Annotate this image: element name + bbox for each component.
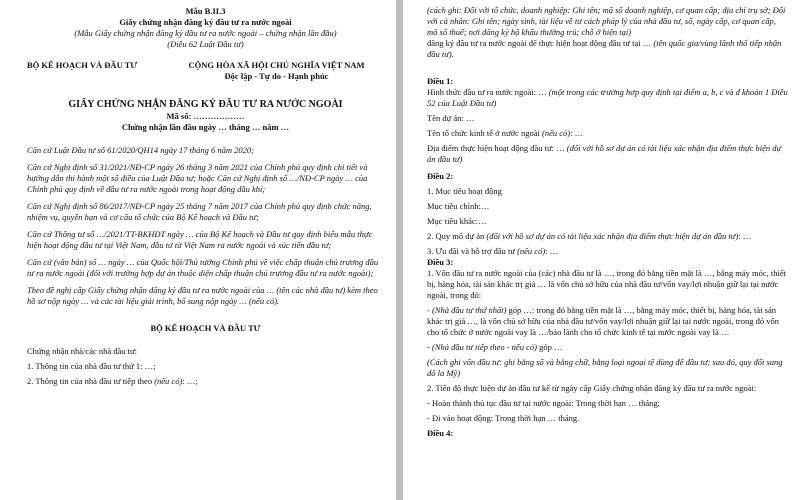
project-scale-line: 2. Quy mô dự án (đối với hồ sơ dự án có tài liệu xác nhận địa điểm thực hiện dự án đầu tư): … xyxy=(427,231,752,241)
legal-basis: Căn cứ Nghị định số 86/2017/NĐ-CP ngày 25 tháng 7 năm 2017 của Chính phủ quy định chức năng, nhiệm vụ, quyền hạn và cơ cấu tổ chức của Bộ Kế hoạch và Đầu tư; xyxy=(27,201,372,222)
certify-line: Chứng nhận nhà/các nhà đầu tư: xyxy=(27,346,138,356)
incentive-line: 3. Ưu đãi và hỗ trợ đầu tư (nếu có): … xyxy=(427,246,559,256)
legal-bases xyxy=(27,145,384,307)
project-name-line: Tên dự án: … xyxy=(427,113,475,123)
investor-1-line: 1. Thông tin của nhà đầu tư thứ 1: …; xyxy=(27,361,156,371)
first-investor-capital: - (Nhà đầu tư thứ nhất) góp …: trong đó bằng tiền mặt là …, bằng máy móc, thiết bị, hàng hóa, tài sản khác trị giá …, là vốn chủ sở hữu của nhà đầu tư/vốn vay/lợi nhuận giữ lại tại nước ngoài, trong đó vốn cho tổ chức ở nước ngoài vay là …/báo lãnh cho tổ chức kinh tế tại nước ngoài vay là … xyxy=(427,305,780,337)
capital-paragraph: 1. Vốn đầu tư ra nước ngoài của (các) nhà đầu tư là …, trong đó bằng tiền mặt là …, bằng máy móc, thiết bị, hàng hóa, tài sản khác trị giá … là vốn chủ sở hữu của nhà đầu tư/vốn vay/lợi nhuận giữ lại tại nước ngoài, trong đó: xyxy=(427,268,787,300)
form-title: Giấy chứng nhận đăng ký đầu tư ra nước ngoài xyxy=(119,17,292,27)
header-block xyxy=(27,60,384,82)
legal-basis: Căn cứ Thông tư số …/2021/TT-BKHĐT ngày … của Bộ Kế hoạch và Đầu tư quy định biểu mẫu thực hiện hoạt động đầu tư tại Việt Nam, đầu tư từ Việt Nam ra nước ngoài và xúc tiến đầu tư; xyxy=(27,229,373,250)
form-code: Mẫu B.II.3 xyxy=(185,6,226,16)
registration-line: đăng ký đầu tư ra nước ngoài để thực hiện hoạt động đầu tư tại … (tên quốc gia/vùng lãnh thổ tiếp nhận đầu tư). xyxy=(427,38,782,59)
legal-basis: Căn cứ (văn bản) số … ngày … của Quốc hội/Thủ tướng Chính phủ về việc chấp thuận chủ trương đầu tư ra nước ngoài (đối với trường hợp dự án thuộc diện chấp thuận chủ trương đầu tư ra nước ngoài); xyxy=(27,257,379,278)
main-goal-line: Mục tiêu chính:… xyxy=(427,201,490,211)
legal-basis: Căn cứ Luật Đầu tư số 61/2020/QH14 ngày 17 tháng 6 năm 2020; xyxy=(27,145,254,155)
article-4-heading: Điều 4: xyxy=(427,428,454,438)
document-page-right xyxy=(403,0,800,500)
certificate-first-date: Chứng nhận lần đầu ngày … tháng … năm … xyxy=(121,122,290,132)
article-1-heading: Điều 1: xyxy=(427,76,454,86)
document-page-left xyxy=(0,0,396,500)
investor-info-note: (cách ghi: Đối với tổ chức, doanh nghiệp: Ghi tên; mã số doanh nghiệp, cơ quan cấp; địa chỉ trụ sở; Đối với cá nhân: Ghi tên; ngày sinh, tài liệu về tư cách pháp lý của nhà đầu tư, số, ngày cấp, cơ quan cấp, mã số thuế; nơi đăng ký hộ khẩu thường trú; chỗ ở hiện tại) xyxy=(427,5,786,37)
national-motto: Độc lập - Tự do - Hạnh phúc xyxy=(224,71,329,81)
certificate-title: GIẤY CHỨNG NHẬN ĐĂNG KÝ ĐẦU TƯ RA NƯỚC NGOÀI xyxy=(68,99,343,110)
investment-form-line: Hình thức đầu tư ra nước ngoài: … (một trong các trường hợp quy định tại điểm a, b, c và đ khoản 1 Điều 52 của Luật Đầu tư) xyxy=(427,87,788,108)
article-2-heading: Điều 2: xyxy=(427,171,454,181)
other-goal-line: Mục tiêu khác:… xyxy=(427,216,487,226)
progress-line: 2. Tiến độ thực hiện dự án đầu tư kể từ ngày cấp Giấy chứng nhận đăng ký đầu tư ra nước ngoài: xyxy=(427,383,757,393)
capital-note: (Cách ghi vốn đầu tư: ghi bằng số và bằng chữ, bằng loại ngoại tệ dùng để đầu tư; sau đó, quy đổi sang đô la Mỹ) xyxy=(427,357,783,378)
foreign-org-line: Tên tổ chức kinh tế ở nước ngoài (nếu có): … xyxy=(427,128,584,138)
form-subtitle: (Mẫu Giấy chứng nhận đăng ký đầu tư ra nước ngoài – chứng nhận lần đầu) xyxy=(74,28,337,38)
investor-2-line: 2. Thông tin của nhà đầu tư tiếp theo (nếu có): …; xyxy=(27,376,198,386)
finish-procedure-line: - Hoàn thành thủ tục đầu tư tại nước ngoài: Trong thời hạn … tháng; xyxy=(427,398,661,408)
legal-basis: Căn cứ Nghị định số 31/2021/NĐ-CP ngày 26 tháng 3 năm 2021 của Chính phủ quy định chi tiết và hướng dẫn thi hành một số điều của Luật Đầu tư; hoặc Căn cứ Nghị định số …/NĐ-CP ngày … của Chính phủ quy định về đầu tư ra nước ngoài trong hoạt động dầu khí; xyxy=(27,162,368,194)
ministry-name: BỘ KẾ HOẠCH VÀ ĐẦU TƯ xyxy=(27,60,138,70)
form-article: (Điều 62 Luật Đầu tư) xyxy=(167,39,244,49)
article-3-heading: Điều 3: xyxy=(427,257,454,267)
ministry-center-heading: BỘ KẾ HOẠCH VÀ ĐẦU TƯ xyxy=(150,323,261,333)
certificate-code: Mã số: ……………… xyxy=(166,111,245,121)
start-operation-line: - Đi vào hoạt động: Trong thời hạn … tháng. xyxy=(427,413,580,423)
legal-basis: Theo đề nghị cấp Giấy chứng nhận đăng ký đầu tư ra nước ngoài của … (tên các nhà đầu tư) kèm theo hồ sơ nộp ngày … và các tài liệu giải trình, bổ sung nộp ngày … (nếu có). xyxy=(27,285,378,306)
location-line: Địa điểm thực hiện hoạt động đầu tư: … (đối với hồ sơ dự án có tài liệu xác nhận địa điểm thực hiện dự án đầu tư) xyxy=(427,143,782,164)
goal-heading: 1. Mục tiêu hoạt động xyxy=(427,186,502,196)
next-investor-capital: - (Nhà đầu tư tiếp theo - nếu có) góp … xyxy=(427,342,563,352)
republic-name: CỘNG HÒA XÃ HỘI CHỦ NGHĨA VIỆT NAM xyxy=(188,60,365,70)
